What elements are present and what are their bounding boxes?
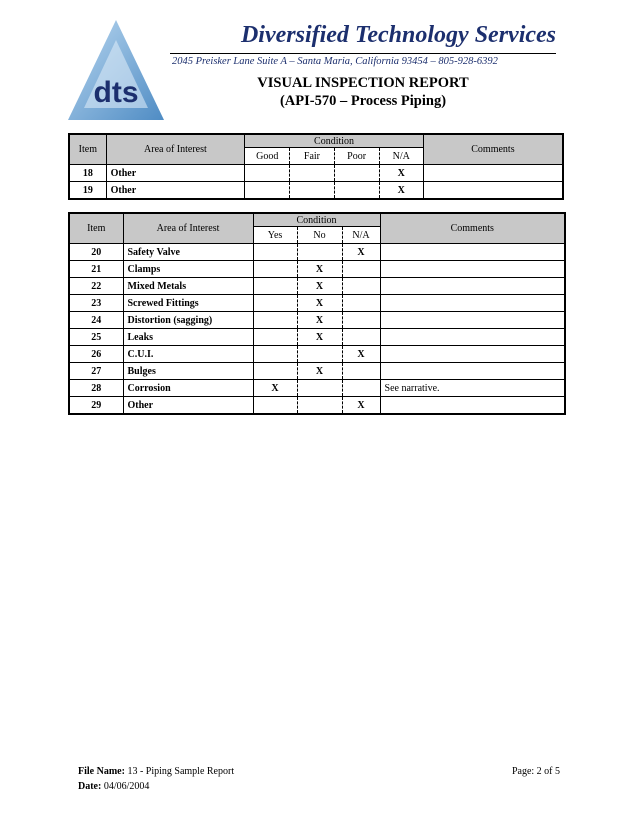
mark-na [342,312,380,329]
table-row [69,261,565,278]
mark-no [297,397,342,415]
inspection-table-2 [68,212,566,415]
mark-yes [253,244,297,261]
row-comment [380,397,565,415]
mark-no: X [297,312,342,329]
mark-yes [253,397,297,415]
mark-na [342,363,380,380]
mark-na [342,261,380,278]
row-item: 29 [69,397,123,415]
mark-yes [253,346,297,363]
table-row [69,182,563,200]
mark-no: X [297,329,342,346]
cond-no-header: No [297,227,342,244]
row-item: 20 [69,244,123,261]
col-comments-header: Comments [423,134,563,165]
mark-na [342,295,380,312]
mark-na: X [342,244,380,261]
date-value: 04/06/2004 [103,781,150,792]
row-area: Other [106,182,245,200]
report-title: VISUAL INSPECTION REPORT [257,75,469,91]
header-rule [170,53,556,54]
row-comment: See narrative. [380,380,565,397]
cond-good-header: Good [245,148,290,165]
mark-na [342,329,380,346]
row-comment [380,261,565,278]
inspection-table-1 [68,133,564,200]
row-area: C.U.I. [123,346,253,363]
table-row [69,165,563,182]
row-area: Clamps [123,261,253,278]
table-row [69,346,565,363]
row-area: Bulges [123,363,253,380]
row-comment [380,312,565,329]
mark-yes [253,261,297,278]
row-comment [380,295,565,312]
table-row [69,363,565,380]
cond-poor-header: Poor [334,148,379,165]
company-address: 2045 Preisker Lane Suite A – Santa Maria, California 93454 – 805-928-6392 [172,56,498,67]
file-name-label: File Name: [78,766,125,777]
page-number: Page: 2 of 5 [511,766,560,777]
row-area: Leaks [123,329,253,346]
col-condition-header: Condition [253,213,380,227]
mark-yes [253,329,297,346]
row-area: Corrosion [123,380,253,397]
row-item: 25 [69,329,123,346]
mark-no [297,244,342,261]
table-row [69,244,565,261]
row-item: 22 [69,278,123,295]
row-item: 21 [69,261,123,278]
row-comment [380,244,565,261]
mark-no [297,346,342,363]
cond-na-header: N/A [379,148,423,165]
row-comment [423,165,563,182]
mark-na: X [379,182,423,200]
col-comments-header: Comments [380,213,565,244]
footer-date [78,781,149,792]
mark-fair [290,182,334,200]
mark-poor [334,182,379,200]
table-row [69,278,565,295]
mark-yes: X [253,380,297,397]
row-area: Other [123,397,253,415]
row-comment [380,363,565,380]
mark-poor [334,165,379,182]
table-row [69,329,565,346]
row-comment [380,346,565,363]
mark-na: X [379,165,423,182]
row-area: Mixed Metals [123,278,253,295]
table-row [69,397,565,415]
mark-no: X [297,363,342,380]
row-comment [423,182,563,200]
row-item: 26 [69,346,123,363]
mark-yes [253,363,297,380]
mark-no: X [297,261,342,278]
date-label: Date: [78,781,102,792]
row-item: 28 [69,380,123,397]
row-area: Safety Valve [123,244,253,261]
col-item-header: Item [69,134,106,165]
table-row [69,295,565,312]
mark-yes [253,295,297,312]
footer-file-name [78,766,234,777]
report-subtitle: (API-570 – Process Piping) [279,93,447,109]
row-comment [380,278,565,295]
col-item-header: Item [69,213,123,244]
row-area: Distortion (sagging) [123,312,253,329]
col-condition-header: Condition [245,134,424,148]
mark-na: X [342,346,380,363]
mark-fair [290,165,334,182]
col-area-header: Area of Interest [123,213,253,244]
logo-text: dts [93,76,139,109]
table-row [69,380,565,397]
row-item: 27 [69,363,123,380]
row-comment [380,329,565,346]
table-row [69,312,565,329]
mark-na: X [342,397,380,415]
row-area: Screwed Fittings [123,295,253,312]
company-name: Diversified Technology Services [240,22,556,48]
mark-yes [253,312,297,329]
cond-yes-header: Yes [253,227,297,244]
row-item: 24 [69,312,123,329]
row-item: 23 [69,295,123,312]
mark-no: X [297,295,342,312]
mark-na [342,278,380,295]
dts-logo [66,18,166,122]
cond-na-header: N/A [342,227,380,244]
mark-no [297,380,342,397]
mark-good [245,165,290,182]
row-item: 18 [69,165,106,182]
file-name-value: 13 - Piping Sample Report [127,766,235,777]
cond-fair-header: Fair [290,148,334,165]
row-area: Other [106,165,245,182]
col-area-header: Area of Interest [106,134,245,165]
mark-yes [253,278,297,295]
mark-no: X [297,278,342,295]
mark-na [342,380,380,397]
row-item: 19 [69,182,106,200]
mark-good [245,182,290,200]
